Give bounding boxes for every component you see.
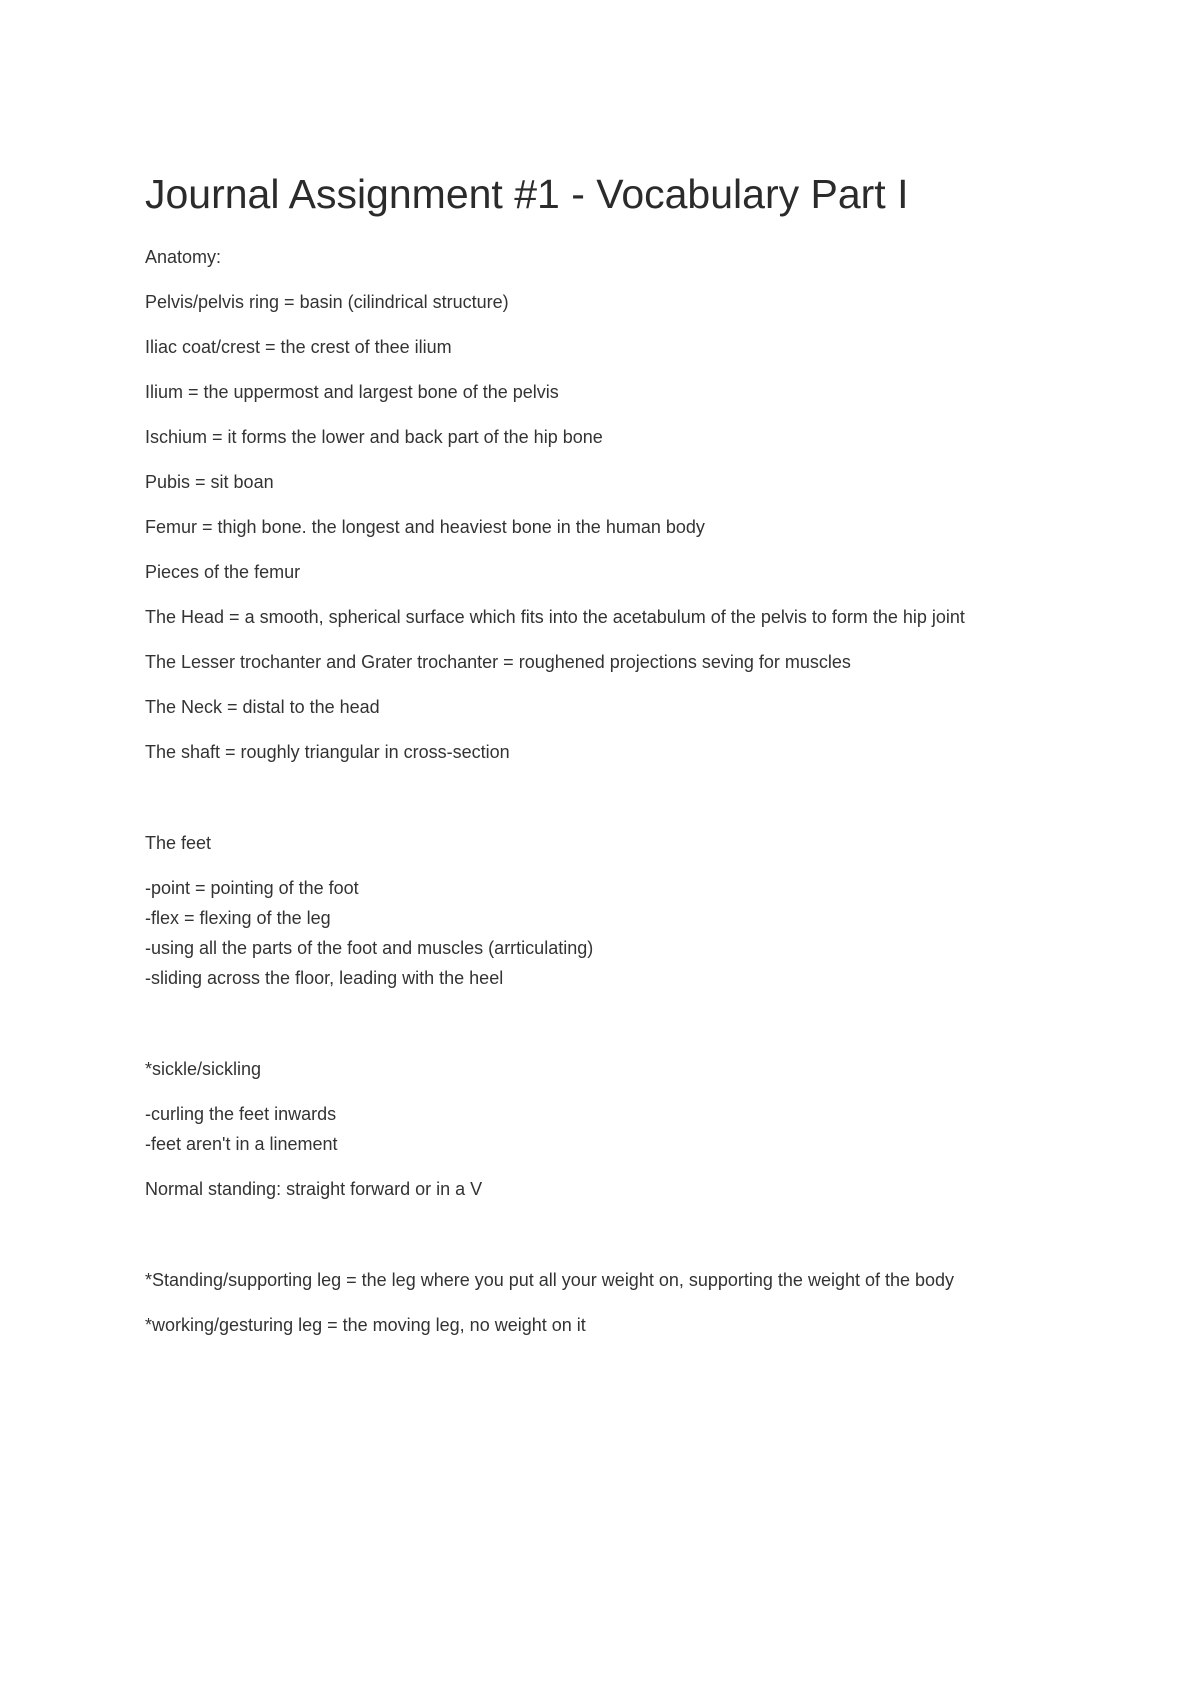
sickle-list [145, 1099, 1075, 1159]
document-title: Journal Assignment #1 - Vocabulary Part I [145, 171, 909, 217]
list-item: -point = pointing of the foot [145, 878, 359, 898]
spacer [145, 782, 1075, 828]
anatomy-heading: Anatomy: [145, 247, 222, 267]
anatomy-line-iliac-crest: Iliac coat/crest = the crest of thee ilium [145, 337, 452, 357]
list-item: -using all the parts of the foot and muscles (arrticulating) [145, 938, 594, 958]
anatomy-line-pubis: Pubis = sit boan [145, 472, 274, 492]
working-leg-definition: *working/gesturing leg = the moving leg, no weight on it [145, 1315, 586, 1335]
anatomy-line-pelvis: Pelvis/pelvis ring = basin (cilindrical structure) [145, 292, 509, 312]
normal-standing: Normal standing: straight forward or in a V [145, 1179, 483, 1199]
anatomy-line-femur: Femur = thigh bone. the longest and heaviest bone in the human body [145, 517, 705, 537]
feet-list [145, 873, 1075, 993]
feet-heading: The feet [145, 833, 212, 853]
list-item: -feet aren't in a linement [145, 1134, 338, 1154]
spacer [145, 1008, 1075, 1054]
list-item: -sliding across the floor, leading with the heel [145, 968, 504, 988]
anatomy-line-femur-pieces: Pieces of the femur [145, 562, 301, 582]
anatomy-line-ischium: Ischium = it forms the lower and back part of the hip bone [145, 427, 603, 447]
document-body [145, 168, 1075, 1355]
anatomy-line-trochanter: The Lesser trochanter and Grater trochanter = roughened projections seving for muscles [145, 652, 851, 672]
list-item: -curling the feet inwards [145, 1104, 337, 1124]
list-item: -flex = flexing of the leg [145, 908, 331, 928]
anatomy-line-head: The Head = a smooth, spherical surface which fits into the acetabulum of the pelvis to form the hip joint [145, 607, 965, 627]
standing-leg-definition: *Standing/supporting leg = the leg where you put all your weight on, supporting the weight of the body [145, 1270, 955, 1290]
sickle-heading: *sickle/sickling [145, 1059, 262, 1079]
spacer [145, 1219, 1075, 1265]
anatomy-line-shaft: The shaft = roughly triangular in cross-section [145, 742, 510, 762]
anatomy-line-neck: The Neck = distal to the head [145, 697, 380, 717]
anatomy-line-ilium: Ilium = the uppermost and largest bone of the pelvis [145, 382, 559, 402]
